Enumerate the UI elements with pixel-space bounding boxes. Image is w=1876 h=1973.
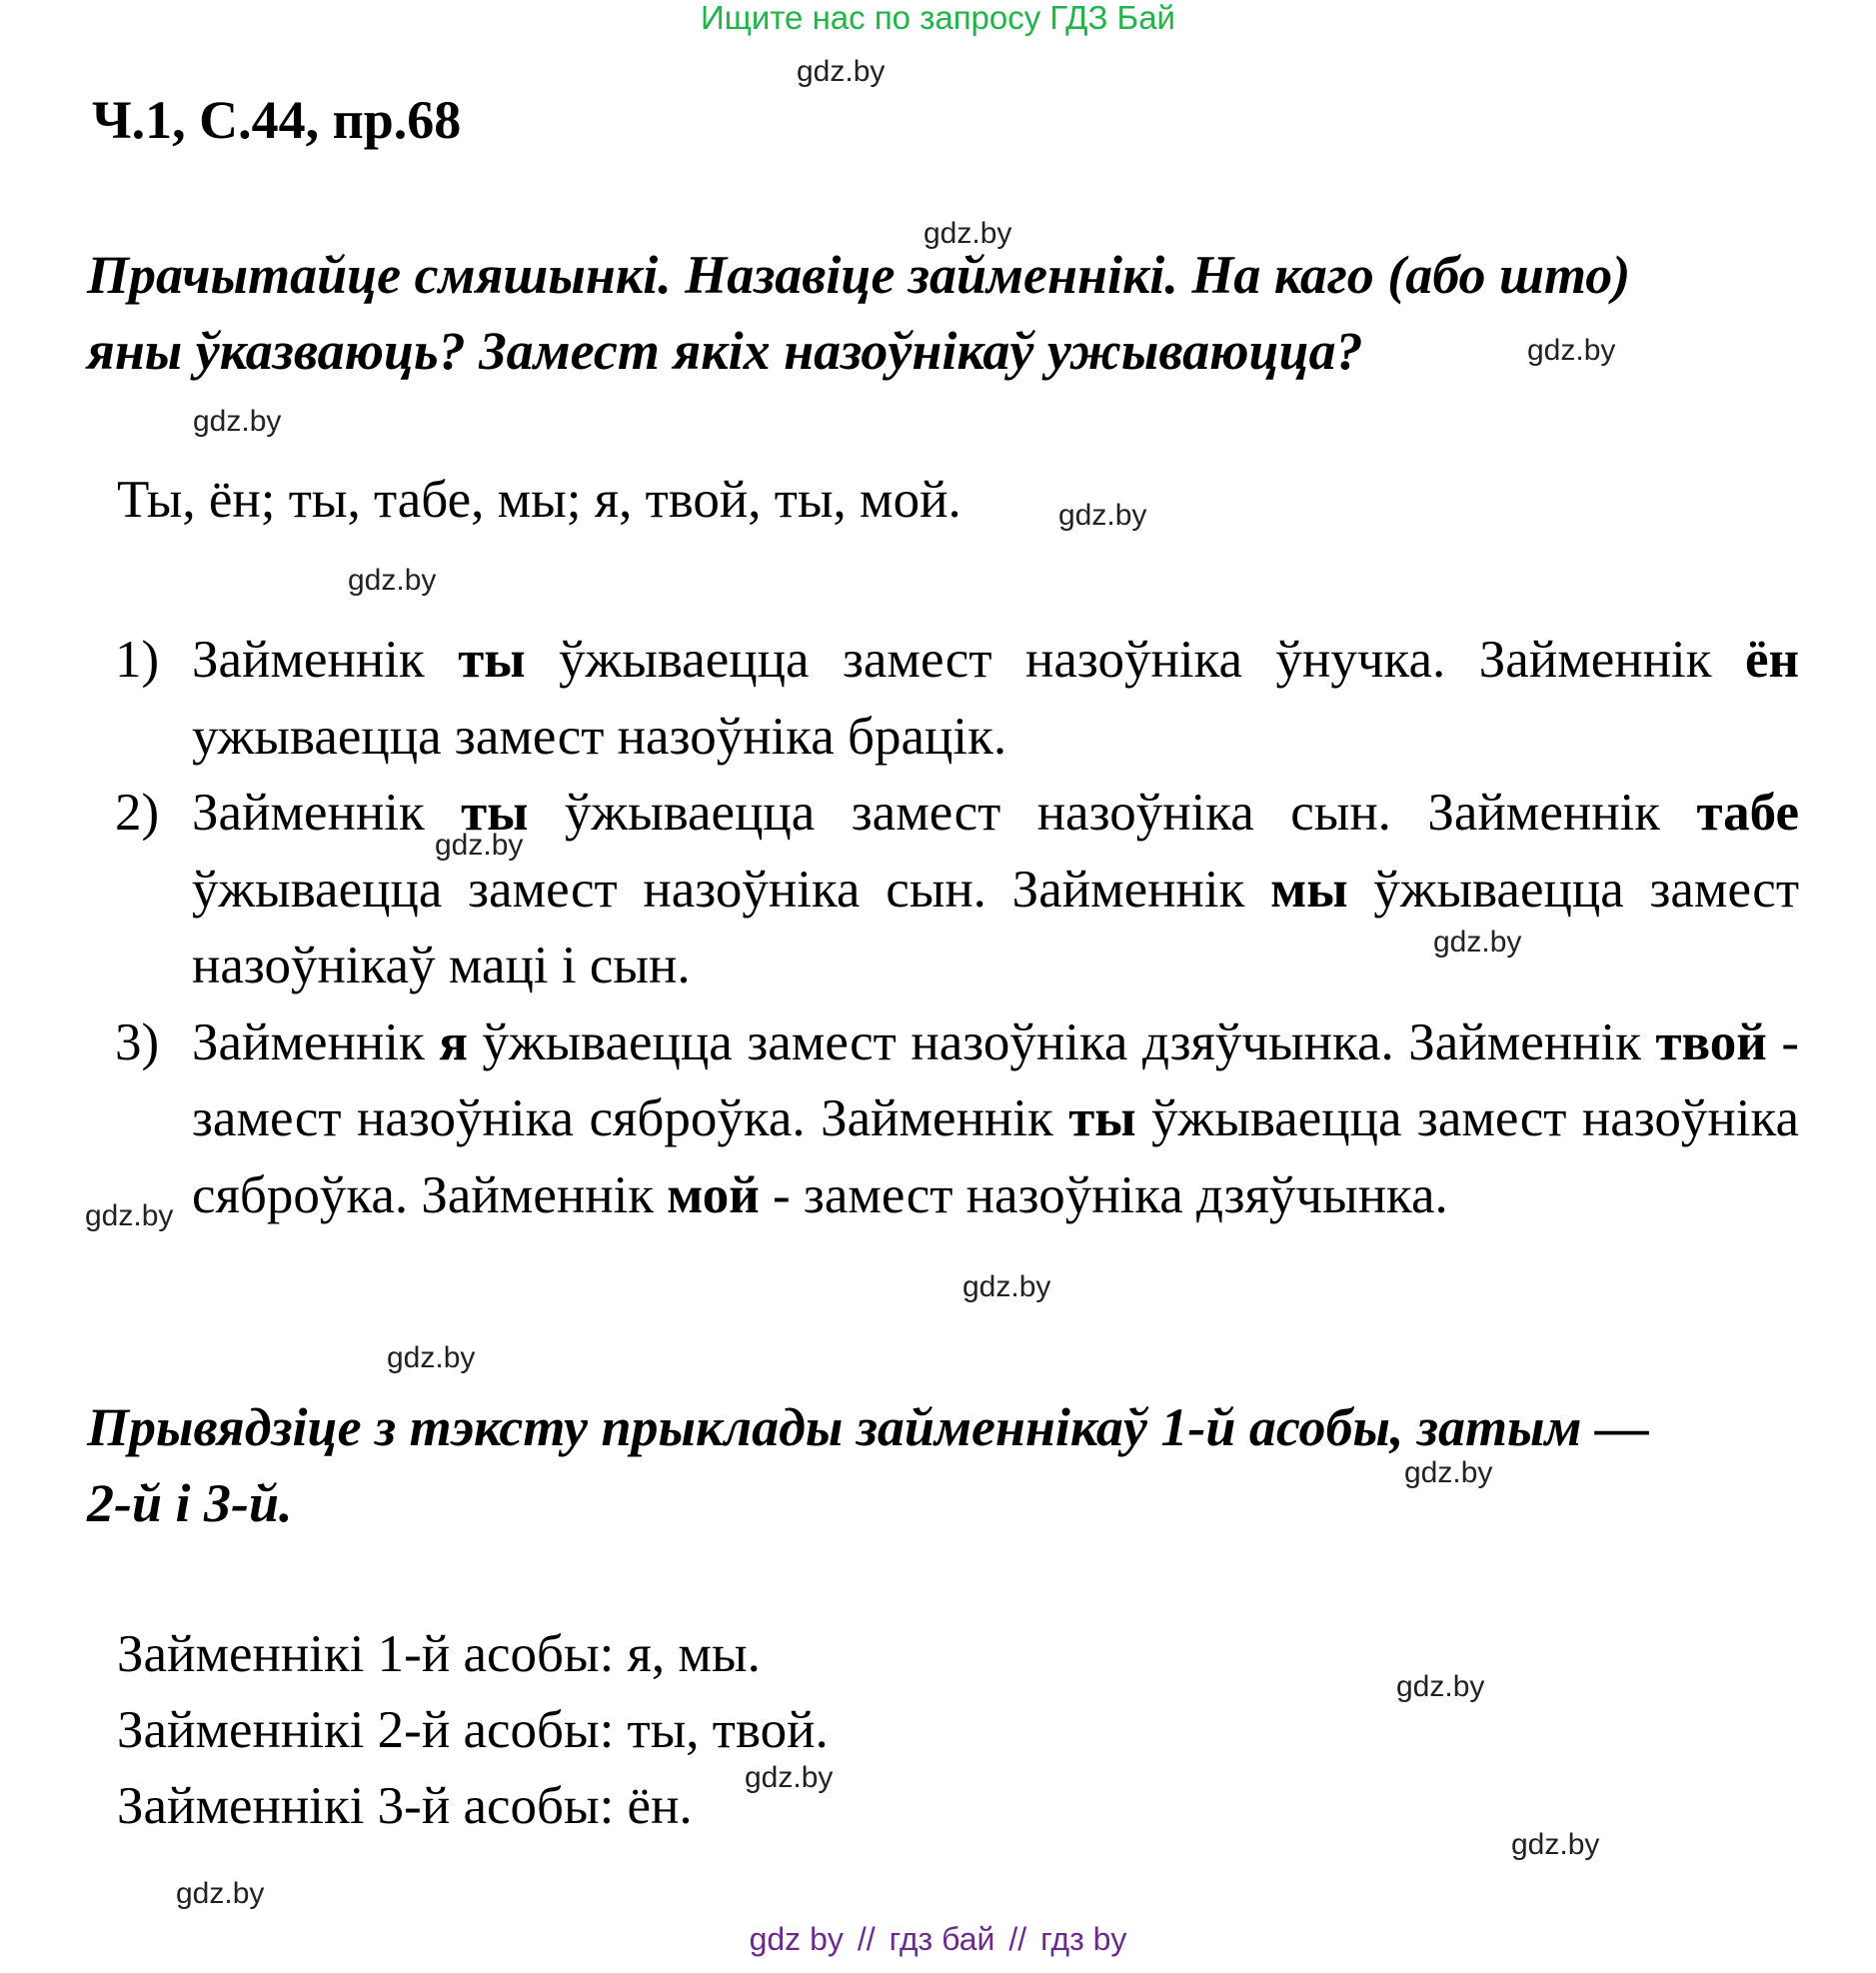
footer-link[interactable]: gdz by (749, 1921, 844, 1957)
page-title: Ч.1, С.44, пр.68 (92, 90, 462, 150)
watermark: gdz.by (1396, 1670, 1485, 1703)
list-item-number: 3) (115, 1012, 160, 1071)
list-item: 1) Займеннік ты ўжываецца замест назоўніка ўнучка. Займеннік ён ужываецца замест назоўніка брацік. (110, 622, 1799, 775)
pronoun: мой (667, 1165, 760, 1224)
answer2-line3: Займеннікі 3-й асобы: ён. (117, 1777, 693, 1835)
pronoun: табе (1696, 784, 1799, 842)
answer2-line1: Займеннікі 1-й асобы: я, мы. (117, 1625, 761, 1683)
pronoun: я (439, 1012, 468, 1071)
pronoun: ён (1744, 631, 1800, 689)
watermark: gdz.by (435, 829, 524, 862)
footer-separator: // (1008, 1921, 1027, 1957)
watermark: gdz.by (1511, 1828, 1600, 1861)
task1-line1: Прачытайце смяшынкі. Назавіце займеннікі. На каго (або што) (87, 245, 1631, 305)
watermark: gdz.by (1404, 1456, 1493, 1489)
answer1-line: Ты, ён; ты, табе, мы; я, твой, ты, мой. (117, 471, 961, 529)
list-item-number: 1) (115, 631, 160, 689)
answer-list (110, 622, 1799, 1233)
pronoun: ты (458, 631, 526, 689)
pronoun: твой (1655, 1012, 1767, 1071)
footer (0, 1921, 1876, 1957)
pronoun: мы (1270, 860, 1348, 919)
watermark: gdz.by (962, 1270, 1051, 1303)
answer2-line2: Займеннікі 2-й асобы: ты, твой. (117, 1701, 829, 1759)
task2-line1: Прывядзіце з тэксту прыклады займеннікаў 1-й асобы, затым — (87, 1397, 1649, 1457)
watermark: gdz.by (85, 1199, 174, 1232)
footer-link[interactable]: гдз бай (889, 1921, 995, 1957)
task1-line2: яны ўказваюць? Замест якіх назоўнікаў ужываюцца? (87, 321, 1363, 381)
watermark: gdz.by (193, 405, 282, 438)
top-banner: Ищите нас по запросу ГДЗ Бай (701, 0, 1175, 36)
watermark: gdz.by (348, 564, 437, 597)
pronoun: ты (461, 784, 529, 842)
watermark: gdz.by (387, 1341, 476, 1374)
task2-line2: 2-й і 3-й. (87, 1473, 293, 1533)
list-item-number: 2) (115, 784, 160, 842)
watermark: gdz.by (176, 1877, 265, 1910)
watermark: gdz.by (1433, 926, 1522, 959)
footer-link[interactable]: гдз by (1040, 1921, 1127, 1957)
pronoun: ты (1068, 1089, 1136, 1147)
watermark: gdz.by (1527, 334, 1616, 367)
watermark: gdz.by (924, 217, 1012, 250)
watermark: gdz.by (1058, 499, 1147, 532)
watermark: gdz.by (797, 55, 886, 88)
list-item: 2) Займеннік ты ўжываецца замест назоўніка сын. Займеннік табе ўжываецца замест назоўніка сын. Займеннік мы ўжываецца замест назоўнікаў маці і сын. (110, 775, 1799, 1004)
list-item: 3) Займеннік я ўжываецца замест назоўніка дзяўчынка. Займеннік твой - замест назоўніка сяброўка. Займеннік ты ўжываецца замест назоўніка сяброўка. Займеннік мой - замест назоўніка дзяўчынка. (110, 1004, 1799, 1234)
footer-separator: // (857, 1921, 876, 1957)
watermark: gdz.by (745, 1761, 834, 1794)
